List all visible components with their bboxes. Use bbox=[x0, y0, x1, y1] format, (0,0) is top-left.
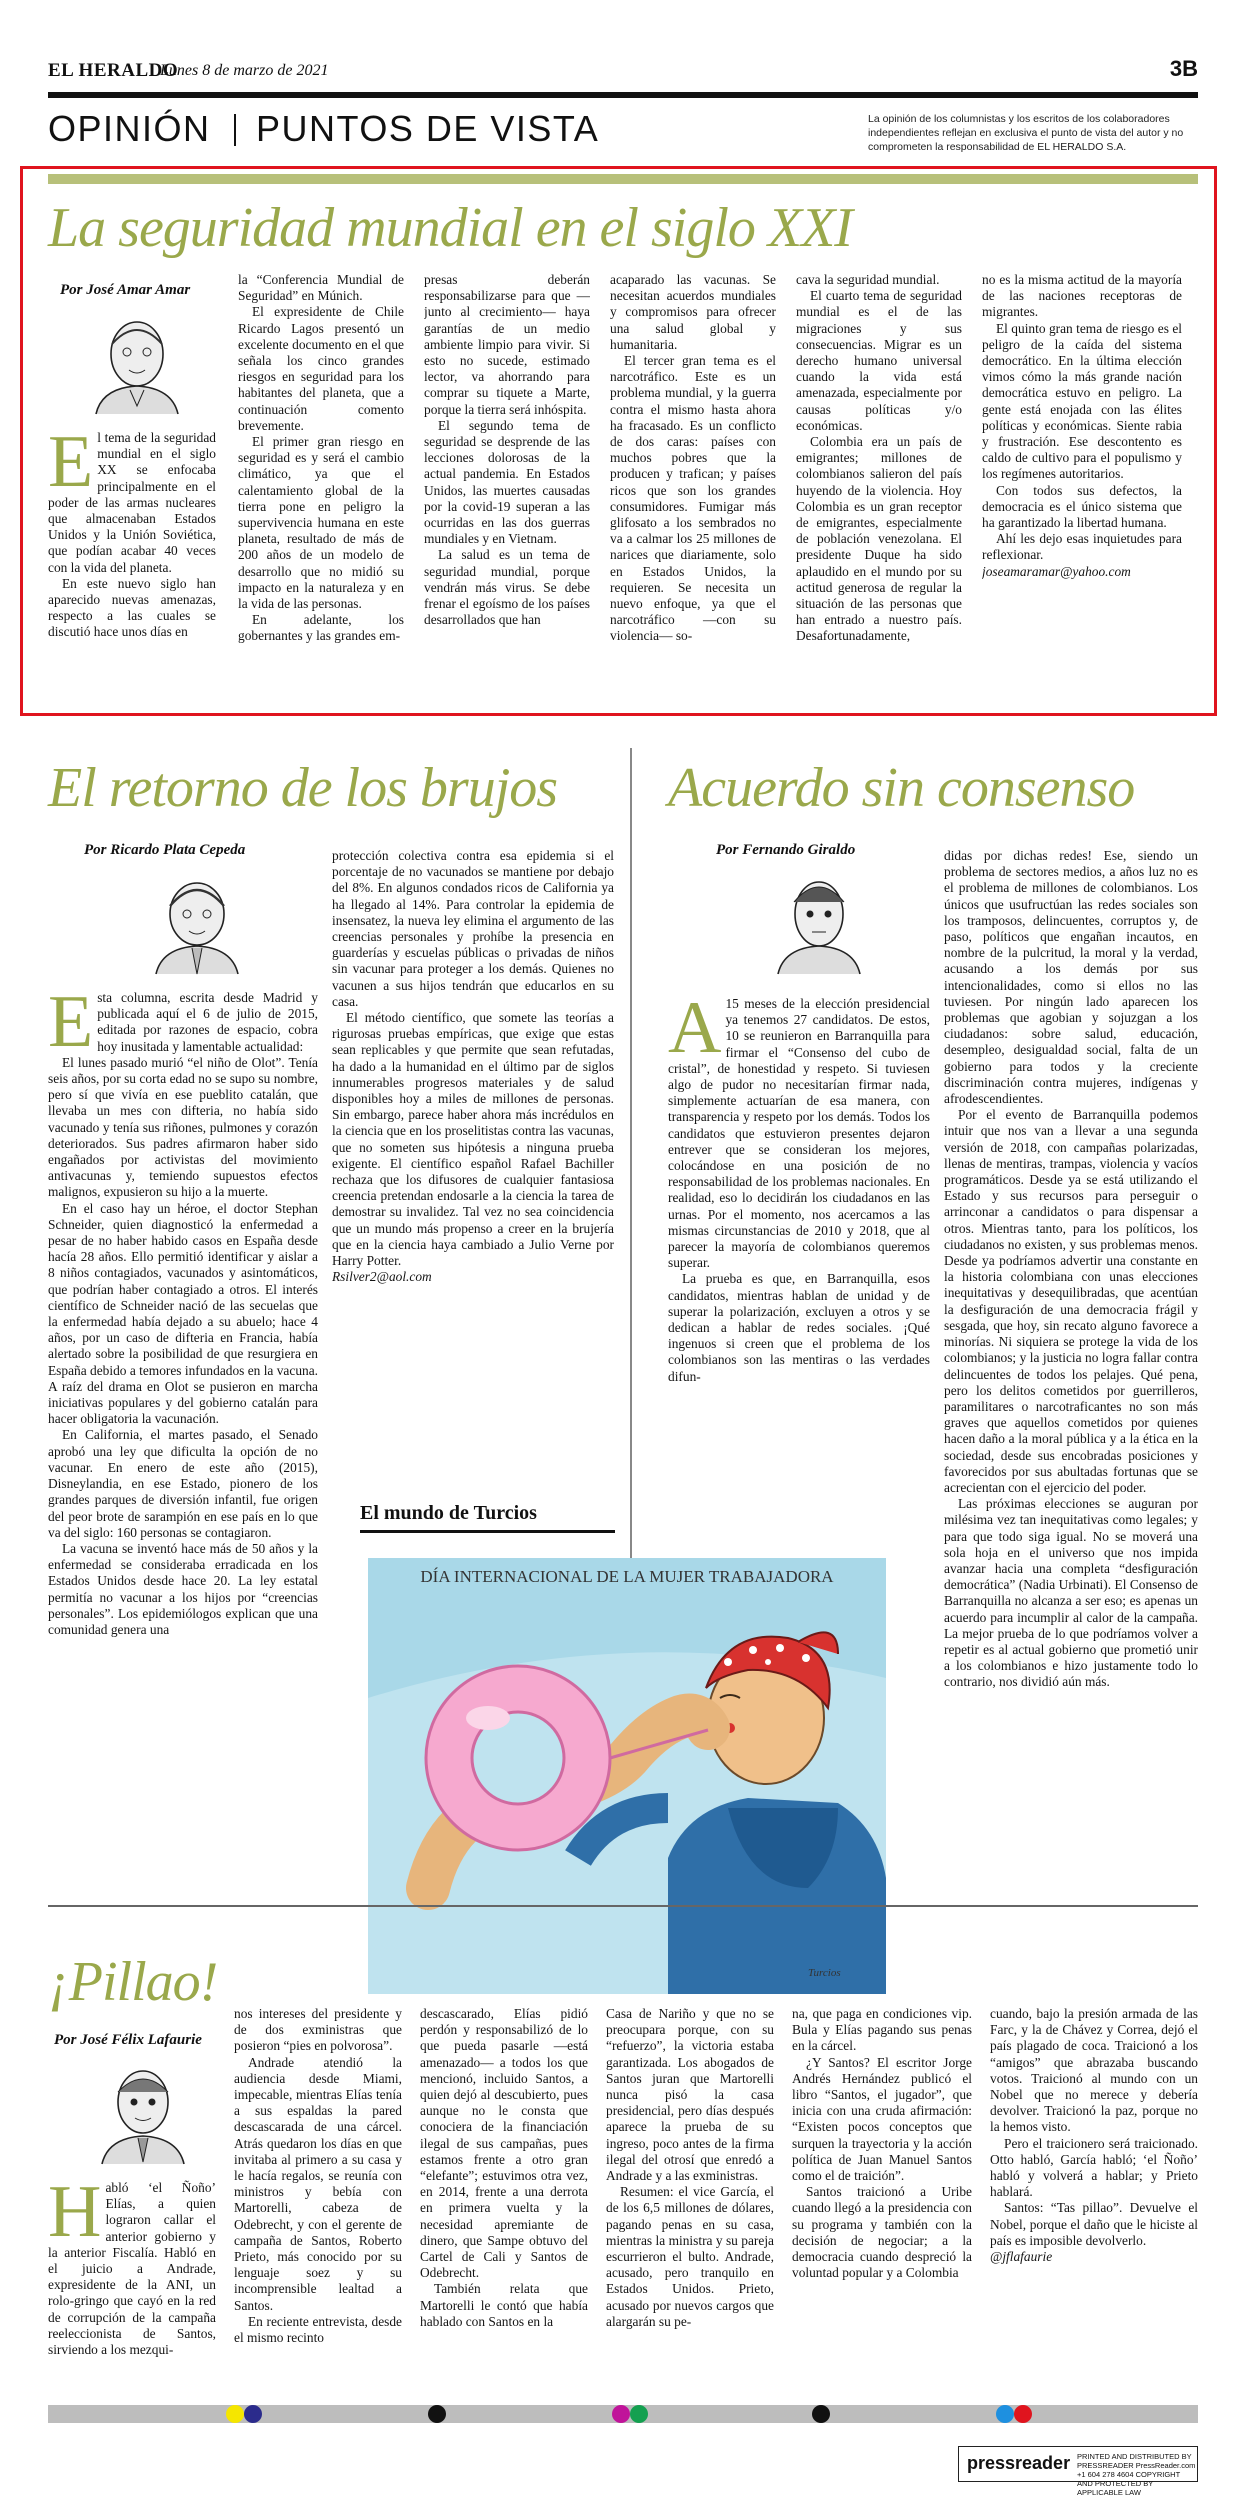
paragraph: Santos traicionó a Uribe cuando llegó a la presidencia con su programa y también con la decisión de negociar; a la democracia cuando despreció la voluntad popular y a Colombia bbox=[792, 2184, 972, 2281]
registration-dot-icon bbox=[630, 2405, 648, 2423]
paragraph: El segundo tema de seguridad se desprende de las lecciones dolorosas de la actual pandemia. En Estados Unidos, las muertes causadas por la covid-19 superan a las ocurridas en las dos guerras mundiales y en Vietnam. bbox=[424, 417, 590, 547]
paragraph: La salud es un tema de seguridad mundial, porque vendrán más virus. Se debe frenar el egoísmo de los países desarrollados que han bbox=[424, 547, 590, 628]
paragraph: cava la seguridad mundial. bbox=[796, 272, 940, 287]
paragraph: El expresidente de Chile Ricardo Lagos presentó un excelente documento en el que señala los cinco grandes riesgos en seguridad para los habitantes del planeta, que a continuación comento brevemente. bbox=[238, 304, 404, 433]
accent-bar bbox=[48, 174, 1198, 184]
paragraph: didas por dichas redes! Ese, siendo un problema de sectores medios, a años luz no es el problema de millones de colombianos. Los únicos que usufructúan las redes sociales son los tramposos, delincuentes, corruptos y, de paso, políticos que engañan incautos, en nombre de la pulcritud, la moral y la verdad, acusando a los demás por sus intencionalidades, como si ellos no las tuviesen. Por ningún lado aparecen los problemas que agobian y sojuzgan a los ciudadanos: sobre salud, educación, desempleo, desigualdad social, falta de un gobierno para todos y la creciente discriminación contra mujeres, indígenas y afrodescendientes. bbox=[944, 848, 1198, 1107]
paragraph: El lunes pasado murió “el niño de Olot”. Tenía seis años, por su corta edad no se supo su nombre, pero sí que vivía en ese pueblito catalán, que llevaba un mes con difteria, no había sido vacunado y tenía sus riñones, pulmones y corazón deteriorados. Sus padres afirmaron haber sido engañados por activistas del movimiento antivacunas y, temiendo supuestos efectos malignos, expusieron su hijo a la muerte. bbox=[48, 1054, 318, 1200]
paragraph: En el caso hay un héroe, el doctor Stephan Schneider, quien diagnosticó la enfermedad a pesar de no haber habido casos en España desde hacía 28 años. Ello permitió identificar y aislar a 8 niños contagiados, vacunados y asintomáticos, que podrían haber contagiado a otros. El interés científico de Schneider nació de las secuelas que la enfermedad había dejado a su abuelo; hace 4 años, por un caso de difteria en Francia, había alertado sobre la posibilidad de que resurgiera en España debido a temores infundados en la vacuna. A raíz del drama en Olot se pusieron en marcha iniciativas populares y del gobierno catalán para hacer obligatoria la vacunación. bbox=[48, 1200, 318, 1427]
pressreader-badge bbox=[958, 2446, 1198, 2495]
article3-column-2 bbox=[944, 848, 1198, 1890]
masthead-rule bbox=[48, 92, 1198, 98]
disclaimer-note: La opinión de los columnistas y los escritos de los colaboradores independientes reflejan en exclusiva el punto de vista del autor y no comprometen la responsabilidad de EL HERALDO S.A. bbox=[868, 113, 1184, 153]
paragraph: 15 meses de la elección presidencial ya tenemos 27 candidatos. De estos, 10 se reunieron en Barranquilla para firmar el “Consenso del cubo de cristal”, de honestidad y respeto. Si tuviesen algo de pudor no necesitarían firmar nada, simplemente actuarían de esa manera, con transparencia y respeto por los demás. Todos los candidatos que estuvieron presentes dejaron entrever que se consideran los mejores, colocándose en una posición de no responsabilidad de los problemas nacionales. En realidad, eso lo decidirán los ciudadanos en las urnas. Por el momento, nos acercamos a las mismas circunstancias de 2010 y 2018, que al parecer la mayoría de colombianos queremos superar. bbox=[668, 996, 930, 1271]
paragraph: na, que paga en condiciones vip. Bula y Elías pagando sus penas en la cárcel. bbox=[792, 2006, 972, 2054]
paragraph: Santos: “Tas pillao”. Devuelve el Nobel, porque el daño que le hiciste al país es imposible devolverlo. bbox=[990, 2200, 1198, 2248]
dropcap: H bbox=[48, 2180, 102, 2253]
section-divider bbox=[234, 114, 236, 146]
article1-column-1 bbox=[48, 430, 216, 702]
author-portrait-icon bbox=[764, 866, 874, 976]
newspaper-name: EL HERALDO bbox=[48, 60, 179, 81]
section-subtitle: PUNTOS DE VISTA bbox=[256, 108, 600, 149]
paragraph: Andrade atendió la audiencia desde Miami, impecable, mientras Elías tenía a sus espaldas la pared descascarada de una cárcel. Atrás quedaron los días en que invitaba al primero a su casa y le hacía regalos, se reunía con ministros y bebía con Martorelli, cabeza de Odebrecht, y con el gerente de campaña de Santos, Roberto Prieto, más conocido por su lenguaje soez y su incomprensible lealtad a Santos. bbox=[234, 2054, 402, 2313]
paragraph: También relata que Martorelli le contó que había hablado con Santos en la bbox=[420, 2281, 588, 2329]
article4-column-3 bbox=[420, 2006, 588, 2390]
paragraph: sta columna, escrita desde Madrid y publicada aquí el 6 de julio de 2015, editada por razones de espacio, cobra hoy inusitada y lamentable actualidad: bbox=[97, 990, 318, 1054]
registration-dot-icon bbox=[996, 2405, 1014, 2423]
byline-giraldo: Por Fernando Giraldo bbox=[716, 842, 856, 858]
article-title-seguridad: La seguridad mundial en el siglo XXI bbox=[48, 197, 852, 259]
registration-dot-icon bbox=[1014, 2405, 1032, 2423]
paragraph: Ahí les dejo esas inquietudes para reflexionar. bbox=[982, 531, 1182, 563]
paragraph: En California, el martes pasado, el Senado aprobó una ley que dificulta la opción de no vacunar. En enero de este año (2015), Disneylandia, en ese Estado, pionero de los grandes parques de diversión infantil, fue origen del peor brote de sarampión en ese país en lo que va del siglo: 160 personas se contagiaron. bbox=[48, 1427, 318, 1540]
registration-dot-icon bbox=[428, 2405, 446, 2423]
page-number: 3B bbox=[1169, 56, 1198, 81]
author-handle: @jflafaurie bbox=[990, 2249, 1053, 2265]
paragraph: protección colectiva contra esa epidemia si el porcentaje de no vacunados se mantiene por debajo del 8%. En algunos condados ricos de California ya ha llegado al 14%. Para controlar la epidemia de insensatez, la nueva ley elimina el argumento de las creencias personales y prohíbe la presencia en guarderías y escuelas públicas o privadas de niños sin vacunar para proteger a los demás. Quienes no vacunen a sus hijos tendrán que educarlos en su casa. bbox=[332, 848, 614, 1009]
article2-column-2 bbox=[332, 848, 614, 1488]
registration-dot-icon bbox=[226, 2405, 244, 2423]
cartoon-rule bbox=[360, 1530, 615, 1533]
pressreader-logo: pressreader bbox=[967, 2453, 1071, 2473]
article4-column-5 bbox=[792, 2006, 972, 2390]
paragraph: En este nuevo siglo han aparecido nuevas amenazas, respecto a las cuales se discutió hace unos días en bbox=[48, 575, 216, 640]
paragraph: El método científico, que somete las teorías a rigurosas pruebas empíricas, que exige que estas sean replicables y que permite que sean refutadas, ha dado a la humanidad en el último par de siglos innumerables progresos materiales y de salud disponibles hoy a miles de millones de personas. Sin embargo, parece haber ahora más incrédulos en la ciencia que en los proselitistas contra las vacunas, que no someten sus hipótesis a ninguna prueba exigente. El científico español Rafael Bachiller rechaza que los difusores de cualquier fantasiosa creencia pretendan endosarle a la ciencia la tarea de demostrar su invalidez. Tal vez no sea coincidencia que un mundo más propenso a creer en la brujería que en la ciencia haya cambiado a Julio Verne por Harry Potter. bbox=[332, 1010, 614, 1269]
paragraph: ¿Y Santos? El escritor Jorge Andrés Hernández publicó el libro “Santos, el jugador”, que inicia con una cruda afirmación: “Existen pocos conceptos que surquen la trayectoria y la acción política de Juan Manuel Santos como el de traición”. bbox=[792, 2054, 972, 2184]
article4-column-4 bbox=[606, 2006, 774, 2390]
author-portrait-icon bbox=[88, 2056, 198, 2166]
article-title-brujos: El retorno de los brujos bbox=[48, 757, 558, 819]
cartoon-signature: Turcios bbox=[808, 1967, 841, 1979]
paragraph: El primer gran riesgo en seguridad es y será el cambio climático, ya que el calentamiento global de la tierra pone en peligro la supervivencia humana en este planeta, resultado de más de 200 años de un modelo de desarrollo que no midió su impacto en la naturaleza y en la vida de las personas. bbox=[238, 434, 404, 612]
dropcap: E bbox=[48, 990, 94, 1063]
author-email: Rsilver2@aol.com bbox=[332, 1269, 432, 1285]
section-divider-line bbox=[48, 1905, 1198, 1907]
article1-column-2 bbox=[238, 272, 404, 702]
pressreader-text: PRINTED AND DISTRIBUTED BY PRESSREADER PressReader.com +1 604 278 4604 COPYRIGHT AND PROTECTED BY APPLICABLE LAW bbox=[1077, 2452, 1196, 2495]
paragraph: El quinto gran tema de riesgo es el peligro de la caída del sistema democrático. En la última elección vimos cómo la más grande nación democrática estuvo en peligro. La gente está enojada con las élites políticas y económicas. Siente rabia y frustración. Ese descontento es caldo de cultivo para el populismo y los regímenes autoritarios. bbox=[982, 320, 1182, 482]
article-title-pillao: ¡Pillao! bbox=[48, 1951, 218, 2013]
article4-column-6 bbox=[990, 2006, 1198, 2390]
issue-date: Lunes 8 de marzo de 2021 bbox=[160, 62, 329, 79]
paragraph: Las próximas elecciones se auguran por milésima vez tan inequitativas como legales; y para que todo siga igual. No se moverá una sola hoja en el universo que nos impida avanzar hacia una completa “desfiguración democrática” (Nadia Urbinati). El Consenso de Barranquilla no alcanza a ser eso; es apenas un acuerdo para incumplir al calor de la campaña. La mejor prueba de lo que podríamos volver a repetir es al actual gobierno que prometió unir a los colombianos e hizo justamente todo lo contrario, nos dividió aún más. bbox=[944, 1496, 1198, 1690]
author-email: joseamaramar@yahoo.com bbox=[982, 563, 1131, 579]
registration-dot-icon bbox=[244, 2405, 262, 2423]
paragraph: Casa de Nariño y que no se preocupara porque, con su “refuerzo”, la victoria estaba garantizada. Los abogados de Santos juran que Martorelli nunca pisó la casa presidencial, pero días después aparece la prueba de su ingreso, poco antes de la firma ilegal del otrosí que enredó a Andrade y a las exministras. bbox=[606, 2006, 774, 2184]
cartoon-caption: DÍA INTERNACIONAL DE LA MUJER TRABAJADORA bbox=[420, 1567, 834, 1586]
cartoon-illustration bbox=[368, 1558, 886, 1994]
paragraph: El cuarto tema de seguridad mundial es el de las migraciones y sus consecuencias. Migrar es un derecho humano universal cuando la vida está amenazada, especialmente por causas políticas y/o económicas. bbox=[796, 288, 962, 433]
paragraph: la “Conferencia Mundial de Seguridad” en Múnich. bbox=[238, 272, 404, 304]
article1-column-3 bbox=[424, 272, 590, 702]
paragraph: abló ‘el Ñoño’ Elías, a quien lograron callar el anterior gobierno y la anterior Fiscalía. Habló en el juicio a Andrade, expresidente de la ANI, un rolo-gringo que cayó en la red de corrupción de la campaña reeleccionista de Santos, sirviendo a los mezqui- bbox=[48, 2180, 216, 2358]
author-portrait-icon bbox=[82, 306, 192, 416]
article3-column-1 bbox=[668, 996, 930, 1496]
masthead bbox=[48, 56, 1198, 90]
article1-column-5 bbox=[796, 272, 962, 702]
paragraph: La vacuna se inventó hace más de 50 años y la enfermedad se consideraba erradicada en los Estados Unidos desde hace 20. La ley estatal permitía no vacunar a los hijos por “creencias personales”. Los epidemiólogos explican que una comunidad genera una bbox=[48, 1540, 318, 1637]
section-header bbox=[48, 108, 1198, 152]
paragraph: Con todos sus defectos, la democracia es el único sistema que ha garantizado la libertad humana. bbox=[982, 482, 1182, 531]
article2-column-1 bbox=[48, 990, 318, 1890]
article4-column-1 bbox=[48, 2180, 216, 2390]
paragraph: El tercer gran tema es el narcotráfico. Este es un problema mundial, y la guerra contra el mismo hasta ahora ha fracasado. Es un conflicto de dos caras: países con muchos pobres que la producen y trafican; y países ricos que son los grandes consumidores. Fumigar más glifosato a los sembrados no va a calmar los 25 millones de narices que diariamente, solo en Estados Unidos, la requieren. Se necesita un nuevo enfoque, ya que el narcotráfico —con su violencia— so- bbox=[610, 353, 776, 644]
cartoon-section-title: El mundo de Turcios bbox=[360, 1502, 537, 1524]
paragraph: cuando, bajo la presión armada de las Farc, y la de Chávez y Correa, dejó el país plagado de coca. Traicionó a los “amigos” que abrazaba buscando votos. Traicionó al mundo con un Nobel que no merece y debería devolver. Traicionó la paz, porque no la hemos visto. bbox=[990, 2006, 1198, 2135]
dropcap: A bbox=[668, 996, 722, 1069]
article-title-acuerdo: Acuerdo sin consenso bbox=[668, 757, 1135, 819]
article1-column-6 bbox=[982, 272, 1182, 702]
author-portrait-icon bbox=[142, 866, 252, 976]
registration-dot-icon bbox=[812, 2405, 830, 2423]
paragraph: Pero el traicionero será traicionado. Otto habló, García habló; ‘el Ñoño’ habló y volverá a hablar; y Prieto hablará. bbox=[990, 2135, 1198, 2200]
paragraph: descascarado, Elías pidió perdón y responsabilizó de lo que pueda pasarle —está amenazado— a todos los que mencionó, incluido Santos, a quien dejó al descubierto, pues aunque no le consta que conociera de la financiación ilegal de sus campañas, pues estamos frente a otro gran “elefante”; estuvimos otra vez, en 2014, frente a una derrota en primera vuelta y la necesidad apremiante de dinero, que Sampe obtuvo del Cartel de Cali y Santos de Odebrecht. bbox=[420, 2006, 588, 2281]
byline-amar: Por José Amar Amar bbox=[60, 282, 191, 298]
paragraph: Colombia era un país de emigrantes; millones de colombianos salieron del país huyendo de la violencia. Hoy Colombia es un gran receptor de emigrantes, especialmente de población venezolana. El presidente Duque ha sido aplaudido en el mundo por su actitud generosa de regular la situación de las personas que han entrado a nuestro país. Desafortunadamente, bbox=[796, 434, 962, 644]
paragraph: acaparado las vacunas. Se necesitan acuerdos mundiales y compromisos para ofrecer una salud global y humanitaria. bbox=[610, 272, 776, 352]
byline-lafaurie: Por José Félix Lafaurie bbox=[54, 2032, 202, 2048]
paragraph: presas deberán responsabilizarse para que —junto al crecimiento— haya garantías de un medio ambiente limpio para vivir. Si esto no sucede, estimado lector, va ahorrando para comprar su tiquete a Marte, porque la tierra será inhóspita. bbox=[424, 272, 590, 417]
paragraph: no es la misma actitud de la mayoría de las naciones receptoras de migrantes. bbox=[982, 272, 1182, 320]
paragraph: Por el evento de Barranquilla podemos intuir que nos van a llevar a una segunda versión de 2018, con campañas polarizadas, llenas de mentiras, trampas, violencia y vacíos programáticos. Desde ya se está utilizando el Estado y sus recursos para perseguir o arrinconar a candidatos o para dispensar a otros. Mientras tanto, para los políticos, los ciudadanos no existen, y sus problemas menos. Desde ya podríamos advertir una constante en la historia colombiana con unas elecciones inequitativas y desequilibradas, que acentúan la desfiguración de una democracia frágil y sesgada, que hoy, sin recato alguno favorece a minorías. Ni siquiera se protege la vida de los colombianos; y la justicia no logra fallar contra delincuentes de todos los pelajes. Qué pena, pero los delitos cometidos por guerrilleros, paramilitares o narcotraficantes no son más graves que aquellos cometidos por quienes hacen daño a la moral pública y a la ética en la sociedad, desde sus encobradas posiciones y favorecidos por sus abultadas fortunas que se acrecientan con el ejercicio del poder. bbox=[944, 1107, 1198, 1495]
byline-plata: Por Ricardo Plata Cepeda bbox=[84, 842, 246, 858]
paragraph: nos intereses del presidente y de dos exministras que posieron “pies en polvorosa”. bbox=[234, 2006, 402, 2054]
paragraph: En adelante, los gobernantes y las grandes em- bbox=[238, 612, 404, 644]
article1-column-4 bbox=[610, 272, 776, 702]
article4-column-2 bbox=[234, 2006, 402, 2390]
paragraph: En reciente entrevista, desde el mismo recinto bbox=[234, 2313, 402, 2346]
paragraph: La prueba es que, en Barranquilla, esos candidatos, mientras hablan de unidad y de superar la polarización, excluyen a otros y se dedican a hablar de redes sociales. ¡Qué ingenuos si creen que el problema de los colombianos son las mentiras o las verdades difun- bbox=[668, 1271, 930, 1384]
dropcap: E bbox=[48, 430, 94, 503]
registration-dot-icon bbox=[612, 2405, 630, 2423]
paragraph: l tema de la seguridad mundial en el siglo XX se enfocaba principalmente en el poder de las armas nucleares que almacenaban Estados Unidos y la Unión Soviética, que podían acabar 40 veces con la vida del planeta. bbox=[48, 430, 216, 575]
paragraph: Resumen: el vice García, el de los 6,5 millones de dólares, pagando penas en su casa, mientras la ministra y su pareja escurrieron el bulto. Andrade, acusado, pero tranquilo en Estados Unidos. Prieto, acusado por nuevos cargos que alargarán su pe- bbox=[606, 2184, 774, 2329]
section-title: OPINIÓN bbox=[48, 108, 211, 149]
